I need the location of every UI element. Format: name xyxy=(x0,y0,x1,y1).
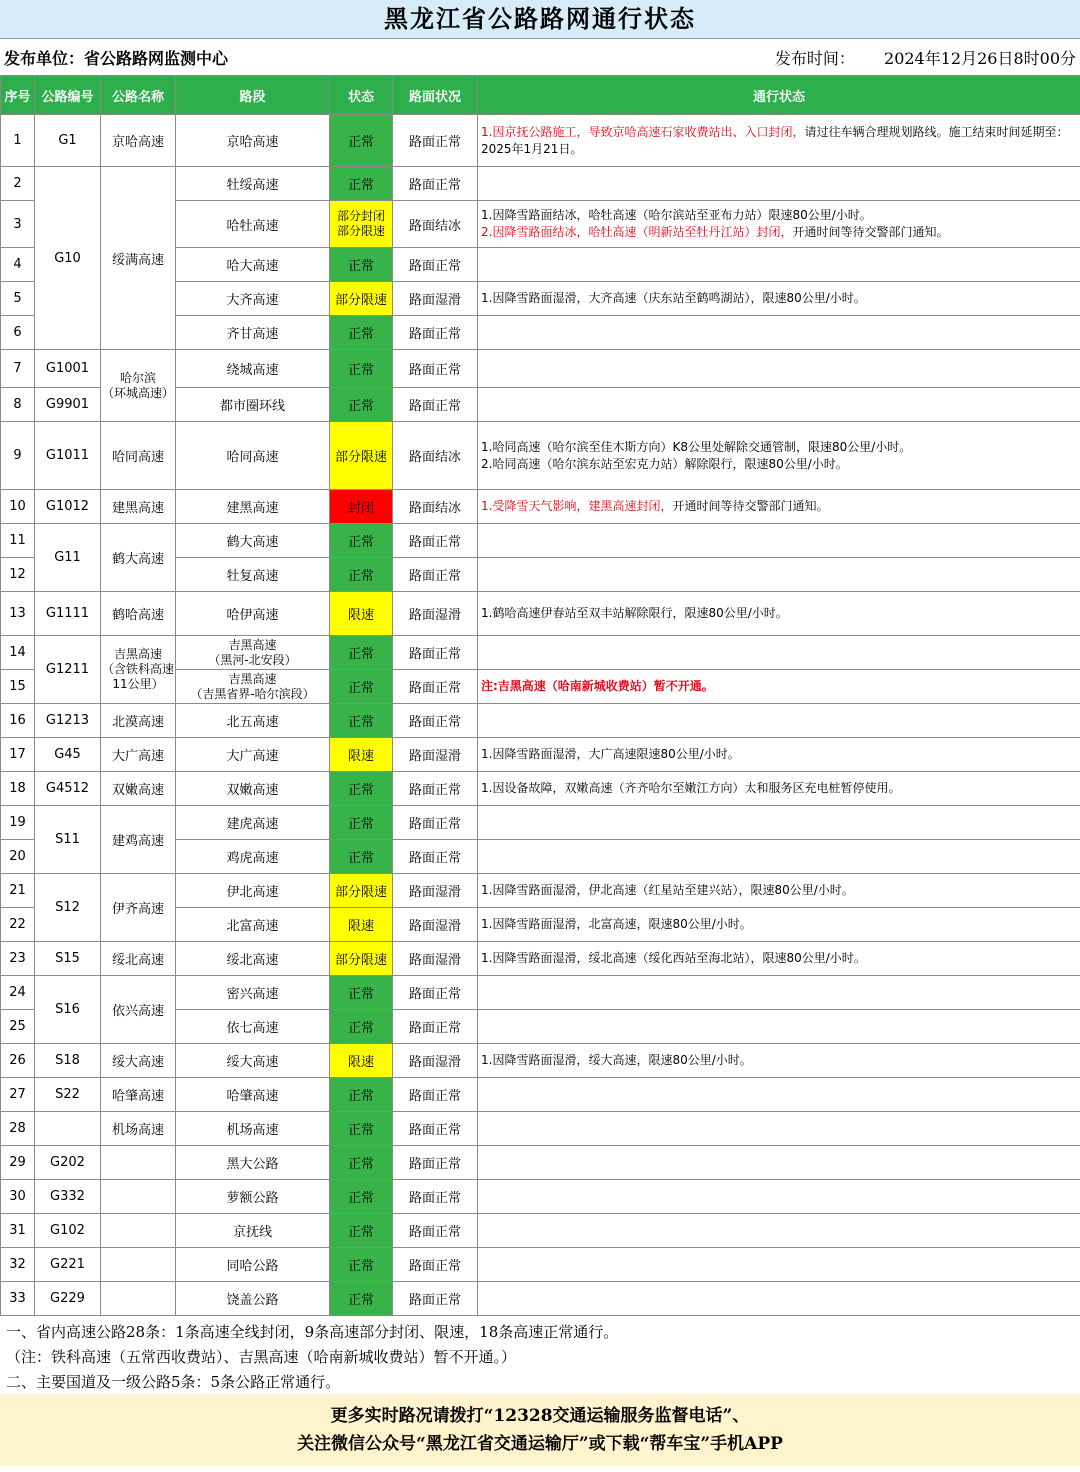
road-condition: 路面正常 xyxy=(393,115,478,167)
status-badge: 限速 xyxy=(330,1044,393,1078)
status-badge: 正常 xyxy=(330,840,393,874)
col-code: 公路编号 xyxy=(35,76,101,115)
traffic-note xyxy=(478,316,1080,350)
road-segment: 牡绥高速 xyxy=(176,167,330,201)
road-condition: 路面正常 xyxy=(393,388,478,422)
traffic-note xyxy=(478,592,1080,636)
status-badge: 正常 xyxy=(330,1180,393,1214)
road-segment: 哈大高速 xyxy=(176,248,330,282)
summary-line: 二、主要国道及一级公路5条：5条公路正常通行。 xyxy=(6,1373,341,1391)
table-header xyxy=(1,76,1080,115)
road-name: 绥北高速 xyxy=(101,942,176,976)
traffic-note xyxy=(478,874,1080,908)
row-number: 20 xyxy=(1,840,35,874)
road-condition: 路面正常 xyxy=(393,1180,478,1214)
traffic-note xyxy=(478,1112,1080,1146)
note-text: 请过往车辆合理规划路线。施工结束时间延期至：2025年1月21日。 xyxy=(481,124,1069,156)
summary-line: （注：铁科高速（五常西收费站）、吉黑高速（哈南新城收费站）暂不开通。） xyxy=(6,1348,517,1366)
road-segment: 大齐高速 xyxy=(176,282,330,316)
note-text: 1.鹤哈高速伊春站至双丰站解除限行，限速80公里/小时。 xyxy=(481,606,788,620)
table-row xyxy=(1,1112,1080,1146)
row-number: 19 xyxy=(1,806,35,840)
road-condition: 路面正常 xyxy=(393,806,478,840)
road-name: 依兴高速 xyxy=(101,976,176,1044)
traffic-note xyxy=(478,248,1080,282)
traffic-note xyxy=(478,167,1080,201)
summary-line: 一、省内高速公路28条：1条高速全线封闭，9条高速部分封闭、限速，18条高速正常通行。 xyxy=(6,1323,619,1341)
traffic-note xyxy=(478,806,1080,840)
status-badge: 正常 xyxy=(330,558,393,592)
road-segment: 吉黑高速 （黑河-北安段） xyxy=(176,636,330,670)
road-condition: 路面正常 xyxy=(393,316,478,350)
traffic-note xyxy=(478,422,1080,490)
traffic-note xyxy=(478,772,1080,806)
road-condition: 路面正常 xyxy=(393,167,478,201)
table-row xyxy=(1,422,1080,490)
road-name: 鹤大高速 xyxy=(101,524,176,592)
status-badge: 正常 xyxy=(330,636,393,670)
status-badge: 部分限速 xyxy=(330,874,393,908)
road-segment: 伊北高速 xyxy=(176,874,330,908)
status-badge: 正常 xyxy=(330,670,393,704)
road-code: G1111 xyxy=(35,592,101,636)
traffic-note xyxy=(478,704,1080,738)
traffic-note xyxy=(478,201,1080,248)
road-segment: 哈肇高速 xyxy=(176,1078,330,1112)
traffic-note xyxy=(478,1010,1080,1044)
col-no: 序号 xyxy=(1,76,35,115)
table-row xyxy=(1,772,1080,806)
table-row xyxy=(1,524,1080,558)
road-name: 北漠高速 xyxy=(101,704,176,738)
status-badge: 正常 xyxy=(330,1146,393,1180)
row-number: 8 xyxy=(1,388,35,422)
row-number: 31 xyxy=(1,1214,35,1248)
row-number: 7 xyxy=(1,350,35,388)
note-text: 注:吉黑高速（哈南新城收费站）暂不开通。 xyxy=(481,679,714,693)
status-badge: 部分限速 xyxy=(330,422,393,490)
row-number: 23 xyxy=(1,942,35,976)
table-row xyxy=(1,874,1080,908)
status-badge: 正常 xyxy=(330,1078,393,1112)
road-segment: 哈牡高速 xyxy=(176,201,330,248)
row-number: 12 xyxy=(1,558,35,592)
traffic-note xyxy=(478,738,1080,772)
traffic-note xyxy=(478,558,1080,592)
road-name: 伊齐高速 xyxy=(101,874,176,942)
road-code: G1001 xyxy=(35,350,101,388)
row-number: 17 xyxy=(1,738,35,772)
road-condition: 路面正常 xyxy=(393,840,478,874)
road-code: G229 xyxy=(35,1282,101,1316)
note-text: 1.受降雪天气影响，建黑高速封闭， xyxy=(481,499,673,513)
status-badge: 正常 xyxy=(330,806,393,840)
footer-line: 更多实时路况请拨打“12328交通运输服务监督电话”、 xyxy=(330,1406,750,1426)
publish-info xyxy=(0,39,1080,75)
status-badge: 限速 xyxy=(330,908,393,942)
status-badge: 限速 xyxy=(330,738,393,772)
footer-line: 关注微信公众号“黑龙江省交通运输厅”或下载“帮车宝”手机APP xyxy=(297,1434,783,1454)
status-badge: 正常 xyxy=(330,1010,393,1044)
row-number: 30 xyxy=(1,1180,35,1214)
table-row xyxy=(1,1078,1080,1112)
road-name: 吉黑高速 （含铁科高速 11公里） xyxy=(101,636,176,704)
road-segment: 建黑高速 xyxy=(176,490,330,524)
road-condition: 路面正常 xyxy=(393,1010,478,1044)
road-code: G11 xyxy=(35,524,101,592)
row-number: 5 xyxy=(1,282,35,316)
traffic-note xyxy=(478,942,1080,976)
road-segment: 吉黑高速 （吉黑省界-哈尔滨段） xyxy=(176,670,330,704)
road-condition: 路面正常 xyxy=(393,524,478,558)
road-name xyxy=(101,1214,176,1248)
status-badge: 部分限速 xyxy=(330,942,393,976)
road-condition: 路面湿滑 xyxy=(393,738,478,772)
status-badge: 正常 xyxy=(330,976,393,1010)
road-segment: 齐甘高速 xyxy=(176,316,330,350)
road-name: 哈尔滨 （环城高速） xyxy=(101,350,176,422)
road-segment: 同哈公路 xyxy=(176,1248,330,1282)
status-badge: 正常 xyxy=(330,115,393,167)
road-condition: 路面正常 xyxy=(393,1078,478,1112)
road-code: G1 xyxy=(35,115,101,167)
road-segment: 双嫩高速 xyxy=(176,772,330,806)
road-name: 建黑高速 xyxy=(101,490,176,524)
publish-time xyxy=(751,46,1076,69)
road-name: 哈肇高速 xyxy=(101,1078,176,1112)
table-row xyxy=(1,1248,1080,1282)
road-segment: 牡复高速 xyxy=(176,558,330,592)
traffic-note xyxy=(478,1146,1080,1180)
table-row xyxy=(1,1044,1080,1078)
road-code: G45 xyxy=(35,738,101,772)
row-number: 25 xyxy=(1,1010,35,1044)
road-name: 绥满高速 xyxy=(101,167,176,350)
road-code xyxy=(35,1112,101,1146)
road-segment: 绥大高速 xyxy=(176,1044,330,1078)
status-badge: 正常 xyxy=(330,388,393,422)
road-segment: 京抚线 xyxy=(176,1214,330,1248)
row-number: 2 xyxy=(1,167,35,201)
status-badge: 正常 xyxy=(330,1282,393,1316)
status-badge: 部分封闭 部分限速 xyxy=(330,201,393,248)
status-badge: 正常 xyxy=(330,350,393,388)
road-segment: 哈伊高速 xyxy=(176,592,330,636)
row-number: 18 xyxy=(1,772,35,806)
road-name xyxy=(101,1146,176,1180)
row-number: 29 xyxy=(1,1146,35,1180)
publish-time-value: 2024年12月26日8时00分 xyxy=(884,48,1076,68)
road-segment: 鹤大高速 xyxy=(176,524,330,558)
table-row xyxy=(1,806,1080,840)
road-code: G1213 xyxy=(35,704,101,738)
row-number: 15 xyxy=(1,670,35,704)
row-number: 14 xyxy=(1,636,35,670)
status-badge: 正常 xyxy=(330,704,393,738)
road-condition: 路面结冰 xyxy=(393,422,478,490)
road-segment: 建虎高速 xyxy=(176,806,330,840)
table-row xyxy=(1,976,1080,1010)
table-row xyxy=(1,490,1080,524)
note-text: 1.因降雪路面结冰，哈牡高速（哈尔滨站至亚布力站）限速80公里/小时。 xyxy=(481,208,872,222)
row-number: 33 xyxy=(1,1282,35,1316)
row-number: 32 xyxy=(1,1248,35,1282)
road-code: S16 xyxy=(35,976,101,1044)
publish-time-label: 发布时间： xyxy=(774,48,855,68)
note-text: 1.因设备故障，双嫩高速（齐齐哈尔至嫩江方向）太和服务区充电桩暂停使用。 xyxy=(481,781,901,795)
traffic-note xyxy=(478,1044,1080,1078)
summary xyxy=(0,1316,1080,1394)
road-code: G1012 xyxy=(35,490,101,524)
traffic-note xyxy=(478,670,1080,704)
note-text: 1.因降雪路面湿滑，北富高速，限速80公里/小时。 xyxy=(481,917,752,931)
road-condition: 路面正常 xyxy=(393,350,478,388)
road-condition: 路面正常 xyxy=(393,704,478,738)
road-segment: 黑大公路 xyxy=(176,1146,330,1180)
road-code: G4512 xyxy=(35,772,101,806)
traffic-note xyxy=(478,350,1080,388)
status-badge: 正常 xyxy=(330,1112,393,1146)
note-text: 1.因降雪路面湿滑，大广高速限速80公里/小时。 xyxy=(481,747,740,761)
status-badge: 正常 xyxy=(330,1214,393,1248)
road-condition: 路面正常 xyxy=(393,248,478,282)
road-code: S11 xyxy=(35,806,101,874)
row-number: 24 xyxy=(1,976,35,1010)
row-number: 21 xyxy=(1,874,35,908)
table-row xyxy=(1,1180,1080,1214)
table-row xyxy=(1,350,1080,388)
road-condition: 路面正常 xyxy=(393,1112,478,1146)
table-row xyxy=(1,738,1080,772)
road-segment: 北五高速 xyxy=(176,704,330,738)
note-text: 1.哈同高速（哈尔滨至佳木斯方向）K8公里处解除交通管制，限速80公里/小时。 2.哈同高速（哈尔滨东站至宏克力站）解除限行，限速80公里/小时。 xyxy=(481,439,912,471)
footer-contact xyxy=(0,1394,1080,1466)
traffic-note xyxy=(478,1248,1080,1282)
traffic-note xyxy=(478,490,1080,524)
road-condition: 路面结冰 xyxy=(393,490,478,524)
road-code: G332 xyxy=(35,1180,101,1214)
road-condition: 路面正常 xyxy=(393,772,478,806)
status-badge: 限速 xyxy=(330,592,393,636)
road-code: S12 xyxy=(35,874,101,942)
col-segment: 路段 xyxy=(176,76,330,115)
row-number: 6 xyxy=(1,316,35,350)
road-name xyxy=(101,1180,176,1214)
road-segment: 萝额公路 xyxy=(176,1180,330,1214)
note-text: 1.因降雪路面湿滑，大齐高速（庆东站至鹤鸣湖站），限速80公里/小时。 xyxy=(481,291,866,305)
road-code: S15 xyxy=(35,942,101,976)
status-badge: 正常 xyxy=(330,1248,393,1282)
road-condition: 路面正常 xyxy=(393,1214,478,1248)
table-row xyxy=(1,636,1080,670)
traffic-note xyxy=(478,840,1080,874)
road-segment: 绕城高速 xyxy=(176,350,330,388)
road-condition: 路面正常 xyxy=(393,670,478,704)
road-condition: 路面湿滑 xyxy=(393,1044,478,1078)
traffic-note xyxy=(478,115,1080,167)
status-badge: 封闭 xyxy=(330,490,393,524)
table-row xyxy=(1,704,1080,738)
road-segment: 大广高速 xyxy=(176,738,330,772)
road-condition: 路面湿滑 xyxy=(393,908,478,942)
status-badge: 正常 xyxy=(330,316,393,350)
road-segment: 北富高速 xyxy=(176,908,330,942)
road-condition: 路面湿滑 xyxy=(393,592,478,636)
row-number: 26 xyxy=(1,1044,35,1078)
table-row xyxy=(1,1282,1080,1316)
table-row xyxy=(1,1214,1080,1248)
col-status: 状态 xyxy=(330,76,393,115)
road-segment: 依七高速 xyxy=(176,1010,330,1044)
row-number: 27 xyxy=(1,1078,35,1112)
road-name xyxy=(101,1248,176,1282)
road-condition: 路面正常 xyxy=(393,636,478,670)
status-badge: 部分限速 xyxy=(330,282,393,316)
road-code: G221 xyxy=(35,1248,101,1282)
note-text: 1.因降雪路面湿滑，绥大高速，限速80公里/小时。 xyxy=(481,1053,752,1067)
row-number: 3 xyxy=(1,201,35,248)
road-segment: 鸡虎高速 xyxy=(176,840,330,874)
road-condition: 路面正常 xyxy=(393,1248,478,1282)
row-number: 1 xyxy=(1,115,35,167)
table-row xyxy=(1,942,1080,976)
traffic-note xyxy=(478,1282,1080,1316)
note-text: 1.因京抚公路施工，导致京哈高速石家收费站出、入口封闭， xyxy=(481,124,805,139)
row-number: 13 xyxy=(1,592,35,636)
road-condition: 路面湿滑 xyxy=(393,282,478,316)
traffic-note xyxy=(478,282,1080,316)
road-code: G202 xyxy=(35,1146,101,1180)
road-code: G1011 xyxy=(35,422,101,490)
road-code: G9901 xyxy=(35,388,101,422)
note-text: 1.因降雪路面湿滑，伊北高速（红星站至建兴站），限速80公里/小时。 xyxy=(481,883,854,897)
road-code: G1211 xyxy=(35,636,101,704)
road-segment: 绥北高速 xyxy=(176,942,330,976)
col-name: 公路名称 xyxy=(101,76,176,115)
road-code: S22 xyxy=(35,1078,101,1112)
traffic-note xyxy=(478,908,1080,942)
row-number: 4 xyxy=(1,248,35,282)
traffic-note xyxy=(478,1214,1080,1248)
road-condition: 路面湿滑 xyxy=(393,942,478,976)
note-text: 1.因降雪路面湿滑，绥北高速（绥化西站至海北站），限速80公里/小时。 xyxy=(481,951,866,965)
road-name: 鹤哈高速 xyxy=(101,592,176,636)
road-code: S18 xyxy=(35,1044,101,1078)
traffic-note xyxy=(478,1078,1080,1112)
road-condition: 路面湿滑 xyxy=(393,874,478,908)
note-text: 2.因降雪路面结冰，哈牡高速（明新站至牡丹江站）封闭， xyxy=(481,225,793,239)
road-status-table xyxy=(0,75,1080,1316)
road-segment: 密兴高速 xyxy=(176,976,330,1010)
traffic-note xyxy=(478,976,1080,1010)
table-row xyxy=(1,167,1080,201)
road-segment: 哈同高速 xyxy=(176,422,330,490)
col-notes: 通行状态 xyxy=(478,76,1080,115)
page-title: 黑龙江省公路路网通行状态 xyxy=(0,0,1080,39)
row-number: 11 xyxy=(1,524,35,558)
row-number: 28 xyxy=(1,1112,35,1146)
status-badge: 正常 xyxy=(330,772,393,806)
status-badge: 正常 xyxy=(330,524,393,558)
road-condition: 路面正常 xyxy=(393,558,478,592)
road-condition: 路面正常 xyxy=(393,976,478,1010)
road-segment: 京哈高速 xyxy=(176,115,330,167)
road-name: 京哈高速 xyxy=(101,115,176,167)
traffic-note xyxy=(478,1180,1080,1214)
road-name: 哈同高速 xyxy=(101,422,176,490)
col-road: 路面状况 xyxy=(393,76,478,115)
table-row xyxy=(1,1146,1080,1180)
row-number: 16 xyxy=(1,704,35,738)
publisher: 发布单位：省公路路网监测中心 xyxy=(4,48,229,68)
row-number: 10 xyxy=(1,490,35,524)
road-segment: 机场高速 xyxy=(176,1112,330,1146)
road-condition: 路面正常 xyxy=(393,1282,478,1316)
traffic-note xyxy=(478,524,1080,558)
note-text: 开通时间等待交警部门通知。 xyxy=(792,225,949,239)
road-segment: 都市圈环线 xyxy=(176,388,330,422)
traffic-note xyxy=(478,636,1080,670)
road-code: G10 xyxy=(35,167,101,350)
road-name: 绥大高速 xyxy=(101,1044,176,1078)
traffic-note xyxy=(478,388,1080,422)
road-name: 双嫩高速 xyxy=(101,772,176,806)
road-code: G102 xyxy=(35,1214,101,1248)
road-condition: 路面结冰 xyxy=(393,201,478,248)
row-number: 9 xyxy=(1,422,35,490)
road-name: 建鸡高速 xyxy=(101,806,176,874)
note-text: 开通时间等待交警部门通知。 xyxy=(672,499,829,513)
status-badge: 正常 xyxy=(330,167,393,201)
road-segment: 饶盖公路 xyxy=(176,1282,330,1316)
status-badge: 正常 xyxy=(330,248,393,282)
table-row xyxy=(1,115,1080,167)
road-name xyxy=(101,1282,176,1316)
row-number: 22 xyxy=(1,908,35,942)
road-name: 大广高速 xyxy=(101,738,176,772)
road-condition: 路面正常 xyxy=(393,1146,478,1180)
road-name: 机场高速 xyxy=(101,1112,176,1146)
table-row xyxy=(1,592,1080,636)
